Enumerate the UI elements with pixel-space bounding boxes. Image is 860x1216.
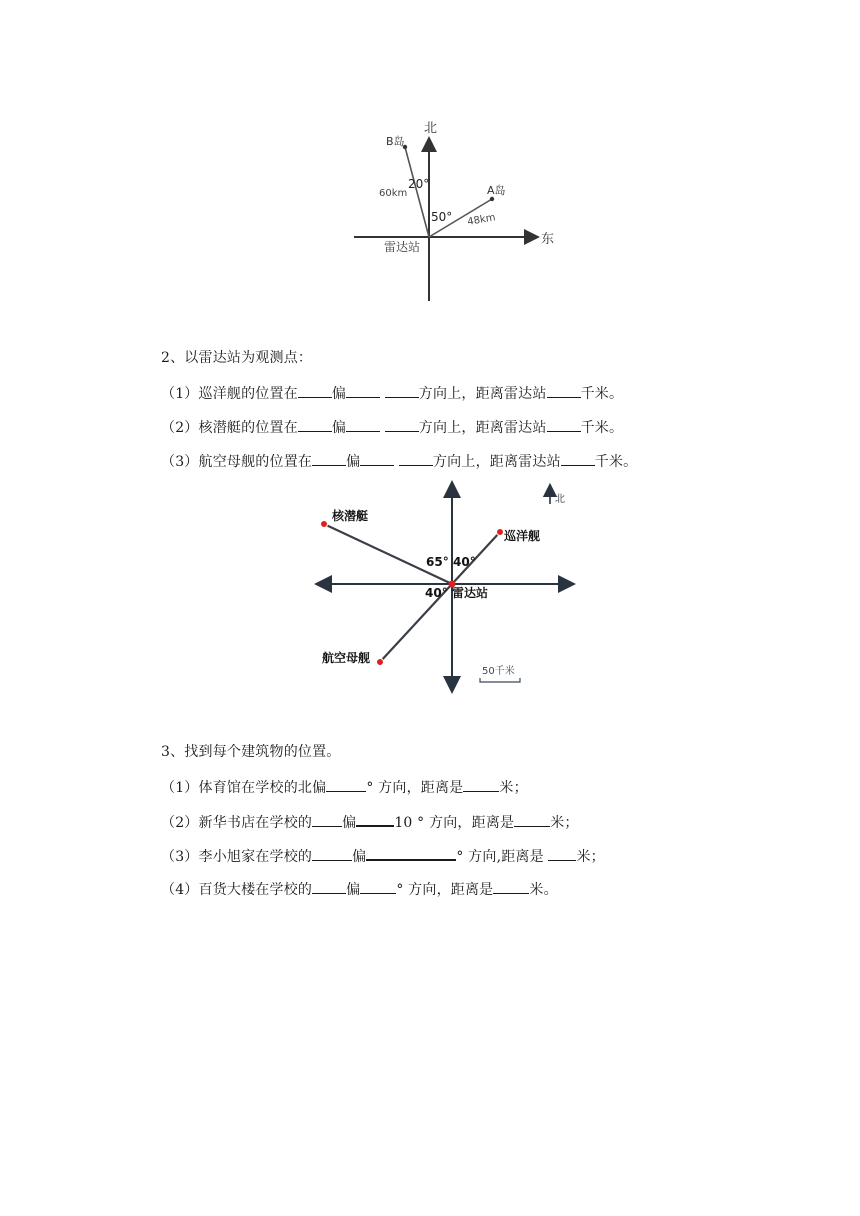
b-angle-label: 20° bbox=[408, 177, 430, 191]
answer-blank[interactable] bbox=[346, 383, 380, 398]
submarine-ray bbox=[324, 524, 452, 584]
angle-65-label: 65° bbox=[426, 555, 449, 569]
answer-blank[interactable] bbox=[385, 417, 419, 432]
radar-diagram-ships bbox=[306, 478, 586, 696]
station-label: 雷达站 bbox=[384, 240, 421, 254]
answer-blank[interactable] bbox=[346, 417, 380, 432]
answer-blank[interactable] bbox=[548, 846, 576, 861]
section3-heading: 3、找到每个建筑物的位置。 bbox=[161, 744, 341, 760]
answer-blank[interactable] bbox=[326, 777, 366, 792]
answer-blank[interactable] bbox=[298, 417, 332, 432]
section2-question-1: （1）巡洋舰的位置在 偏 方向上，距离雷达站 千米。 bbox=[161, 383, 623, 403]
carrier-point bbox=[377, 659, 384, 666]
answer-blank[interactable] bbox=[312, 846, 352, 861]
answer-blank[interactable] bbox=[312, 879, 346, 894]
answer-blank[interactable] bbox=[298, 383, 332, 398]
answer-blank[interactable] bbox=[463, 777, 499, 792]
section2-question-3: （3）航空母舰的位置在 偏 方向上，距离雷达站 千米。 bbox=[161, 451, 637, 471]
carrier-label: 航空母舰 bbox=[322, 651, 371, 665]
scale-bar bbox=[480, 678, 520, 682]
section2-heading: 2、以雷达站为观测点： bbox=[161, 350, 313, 366]
answer-blank[interactable] bbox=[360, 879, 396, 894]
answer-blank[interactable] bbox=[366, 845, 456, 861]
answer-blank[interactable] bbox=[360, 451, 394, 466]
a-island-label: A岛 bbox=[487, 184, 506, 197]
angle-40-sw-label: 40° bbox=[425, 586, 448, 600]
section2-question-2: （2）核潜艇的位置在 偏 方向上，距离雷达站 千米。 bbox=[161, 417, 623, 437]
a-angle-label: 50° bbox=[431, 210, 453, 224]
a-island-dot bbox=[490, 197, 494, 201]
answer-blank[interactable] bbox=[399, 451, 433, 466]
answer-blank[interactable] bbox=[356, 811, 394, 827]
answer-blank[interactable] bbox=[547, 383, 581, 398]
cruiser-label: 巡洋舰 bbox=[504, 529, 541, 543]
answer-blank[interactable] bbox=[514, 812, 550, 827]
answer-blank[interactable] bbox=[312, 812, 342, 827]
b-distance-label: 60km bbox=[379, 188, 408, 199]
answer-blank[interactable] bbox=[547, 417, 581, 432]
east-label: 东 bbox=[541, 232, 555, 247]
section3-question-3: （3）李小旭家在学校的 偏 ° 方向,距离是 米； bbox=[161, 845, 605, 866]
a-distance-label: 48km bbox=[466, 212, 497, 228]
submarine-point bbox=[321, 521, 328, 528]
section3-question-1: （1）体育馆在学校的北偏 ° 方向，距离是 米； bbox=[161, 777, 528, 797]
scale-label: 50千米 bbox=[482, 666, 515, 677]
angle-40-ne-label: 40° bbox=[453, 555, 476, 569]
radar-diagram-islands bbox=[340, 112, 570, 307]
station-label: 雷达站 bbox=[452, 586, 489, 600]
cruiser-point bbox=[497, 529, 504, 536]
b-island-ray bbox=[405, 147, 429, 237]
answer-blank[interactable] bbox=[312, 451, 346, 466]
answer-blank[interactable] bbox=[385, 383, 419, 398]
north-arrow-label: 北 bbox=[555, 494, 565, 505]
b-island-label: B岛 bbox=[386, 135, 405, 148]
submarine-label: 核潜艇 bbox=[332, 509, 369, 523]
section3-question-2: （2）新华书店在学校的 偏 10 ° 方向，距离是 米； bbox=[161, 811, 579, 832]
answer-blank[interactable] bbox=[561, 451, 595, 466]
answer-blank[interactable] bbox=[493, 879, 529, 894]
section3-question-4: （4）百货大楼在学校的 偏 ° 方向，距离是 米。 bbox=[161, 879, 558, 899]
north-label: 北 bbox=[424, 121, 438, 136]
